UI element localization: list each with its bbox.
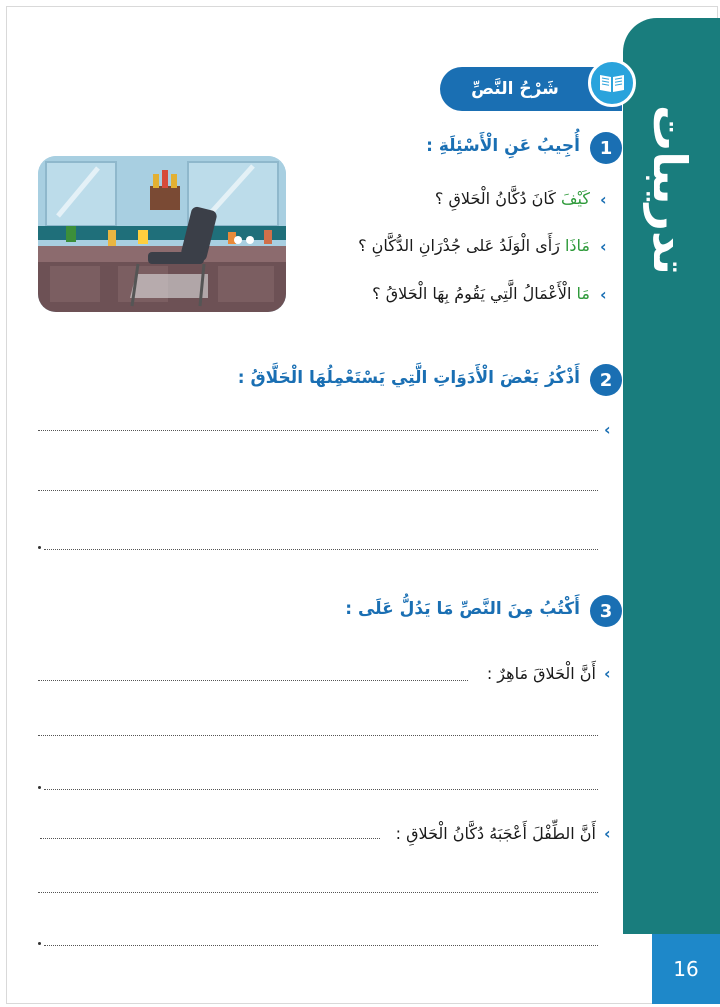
answer-line[interactable] <box>38 735 598 736</box>
question-3-number: 3 <box>590 595 622 627</box>
answer-line[interactable] <box>44 789 598 790</box>
item-lead: مَاذَا <box>564 236 590 255</box>
item-rest: كَانَ دُكَّانُ الْحَلاقِ ؟ <box>434 189 561 208</box>
question-2-number: 2 <box>590 364 622 396</box>
side-title: تدريبات <box>643 105 697 275</box>
bullet-chevron-icon: ‹ <box>600 285 607 304</box>
question-2-title: أَذْكُرُ بَعْضَ الْأَدَوَاتِ الَّتِي يَسْتَعْمِلُهَا الْحَلَّاقُ : <box>237 368 580 388</box>
answer-line[interactable] <box>44 549 598 550</box>
answer-line[interactable] <box>44 945 598 946</box>
question-1-number: 1 <box>590 132 622 164</box>
bullet-chevron-icon: ‹ <box>600 237 607 256</box>
bullet-chevron-icon: ‹ <box>600 190 607 209</box>
item-rest: الْأَعْمَالُ الَّتِي يَقُومُ بِهَا الْحَلاقُ ؟ <box>372 284 577 303</box>
page-number: 16 <box>652 934 720 1004</box>
bullet-chevron-icon: ‹ <box>604 664 611 683</box>
question-1-item-3 <box>300 284 590 303</box>
answer-line[interactable] <box>38 430 598 431</box>
question-1-item-1 <box>300 189 590 208</box>
barber-shop-illustration <box>38 156 286 312</box>
question-3-item-2: أَنَّ الطِّفْلَ أَعْجَبَهُ دُكَّانُ الْحَلاقِ : <box>395 824 596 843</box>
line-end-dot <box>38 942 41 945</box>
book-icon <box>588 59 636 107</box>
question-3-title: أَكْتُبُ مِنَ النَّصِّ مَا يَدُلُّ عَلَى : <box>345 599 580 619</box>
section-header: شَرْحُ النَّصِّ <box>471 79 559 99</box>
line-end-dot <box>38 786 41 789</box>
answer-line[interactable] <box>40 838 380 839</box>
item-lead: كَيْفَ <box>560 189 590 208</box>
item-rest: رَأَى الْوَلَدُ عَلى جُدْرَانِ الدُّكَّانِ ؟ <box>358 236 565 255</box>
answer-line[interactable] <box>38 490 598 491</box>
item-lead: مَا <box>576 284 590 303</box>
answer-line[interactable] <box>38 680 468 681</box>
question-3-item-1: أَنَّ الْحَلاقَ مَاهِرٌ : <box>486 664 596 683</box>
question-1-title: أُجِيبُ عَنِ الْأَسْئِلَةِ : <box>426 136 580 156</box>
bullet-chevron-icon: ‹ <box>604 420 611 439</box>
bullet-chevron-icon: ‹ <box>604 824 611 843</box>
answer-line[interactable] <box>38 892 598 893</box>
line-end-dot <box>38 546 41 549</box>
question-1-item-2 <box>300 236 590 255</box>
